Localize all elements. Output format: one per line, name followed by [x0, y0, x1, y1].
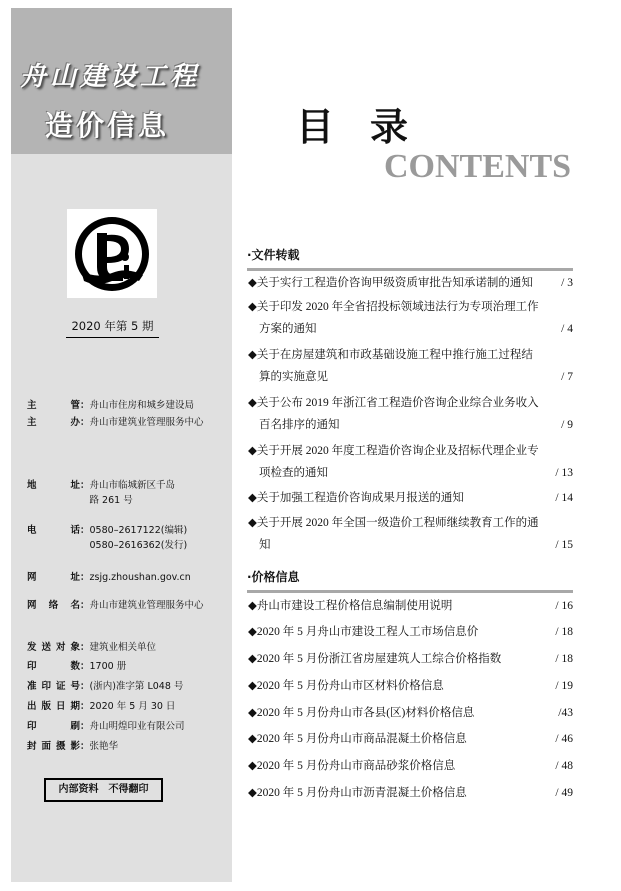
toc-entry-title: ◆2020 年 5 月份舟山市区材料价格信息: [248, 680, 444, 692]
toc-entry[interactable]: [248, 296, 573, 340]
info-value: 建筑业相关单位: [89, 642, 157, 653]
section-heading: ·价格信息: [247, 568, 573, 593]
info-row: 电话：0580–2617122(编辑) 0580–2616362(发行): [27, 525, 188, 551]
toc-entry[interactable]: [248, 440, 573, 484]
toc-entry[interactable]: [248, 702, 573, 724]
info-value: (浙内)准字第 L048 号: [89, 681, 184, 692]
info-row: 出版日期：2020 年 5 月 30 日: [27, 701, 176, 712]
toc-page-number: / 18: [555, 653, 573, 665]
issue-number: 2020 年第 5 期: [66, 318, 159, 338]
info-row: 准印证号：(浙内)准字第 L048 号: [27, 681, 184, 692]
toc-entry[interactable]: [248, 648, 573, 670]
toc-entry-title: ◆2020 年 5 月份舟山市沥青混凝土价格信息: [248, 787, 467, 799]
toc-entry-title: ◆关于开展 2020 年全国一级造价工程师继续教育工作的通知: [248, 517, 539, 551]
toc-entry[interactable]: [248, 272, 573, 294]
toc-entry[interactable]: [248, 755, 573, 777]
info-row: 主办：舟山市建筑业管理服务中心: [27, 417, 204, 428]
toc-entry[interactable]: [248, 782, 573, 804]
toc-entry-title: ◆关于实行工程造价咨询甲级资质审批告知承诺制的通知: [248, 277, 533, 289]
info-label: 主管: [27, 400, 80, 411]
page-title: 目录: [296, 104, 445, 149]
page-subtitle: CONTENTS: [384, 148, 572, 185]
info-row: 网络名：舟山市建筑业管理服务中心: [27, 600, 204, 611]
info-value: 张艳华: [89, 741, 119, 752]
toc-page-number: /43: [558, 707, 573, 719]
info-value: 0580–2617122(编辑) 0580–2616362(发行): [89, 525, 188, 551]
section-heading: ·文件转载: [247, 246, 573, 271]
info-label: 发送对象: [27, 642, 80, 653]
toc-entry-title: ◆2020 年 5 月份舟山市各县(区)材料价格信息: [248, 707, 475, 719]
toc-page-number: / 46: [555, 733, 573, 745]
info-label: 主办: [27, 417, 80, 428]
toc-page-number: / 16: [555, 600, 573, 612]
info-value: 2020 年 5 月 30 日: [89, 701, 176, 712]
masthead-subtitle: 造价信息: [45, 109, 170, 142]
toc-page-number: / 14: [555, 492, 573, 504]
info-value: 1700 册: [89, 661, 127, 672]
toc-page-number: / 13: [555, 467, 573, 479]
toc-entry-title: ◆关于印发 2020 年全省招投标领域违法行为专项治理工作方案的通知: [248, 301, 539, 335]
info-value: 舟山市临城新区千岛 路 261 号: [89, 480, 176, 506]
toc-entry-title: ◆关于加强工程造价咨询成果月报送的通知: [248, 492, 464, 504]
info-row: 印数：1700 册: [27, 661, 127, 672]
toc-entry[interactable]: [248, 595, 573, 617]
toc-entry-title: ◆2020 年 5 月份浙江省房屋建筑人工综合价格指数: [248, 653, 502, 665]
toc-entry[interactable]: [248, 675, 573, 697]
info-label: 出版日期: [27, 701, 80, 712]
toc-entry-title: ◆关于开展 2020 年度工程造价咨询企业及招标代理企业专项检查的通知: [248, 445, 539, 479]
info-row: 封面摄影：张艳华: [27, 741, 119, 752]
toc-entry-title: ◆关于公布 2019 年浙江省工程造价咨询企业综合业务收入百名排序的通知: [248, 397, 539, 431]
toc-page-number: / 49: [555, 787, 573, 799]
info-row: 地址：舟山市临城新区千岛 路 261 号: [27, 480, 176, 506]
toc-entry[interactable]: [248, 392, 573, 436]
toc-entry[interactable]: [248, 728, 573, 750]
info-row: 发送对象：建筑业相关单位: [27, 642, 157, 653]
toc-entry[interactable]: [248, 487, 573, 509]
toc-entry-title: ◆2020 年 5 月份舟山市商品混凝土价格信息: [248, 733, 467, 745]
info-value: 舟山市住房和城乡建设局: [89, 400, 195, 411]
toc-entry[interactable]: [248, 344, 573, 388]
info-row: 网址：zsjg.zhoushan.gov.cn: [27, 572, 191, 583]
info-value: 舟山市建筑业管理服务中心: [89, 417, 204, 428]
internal-use-stamp: 内部资料 不得翻印: [44, 778, 163, 802]
info-value: 舟山市建筑业管理服务中心: [89, 600, 204, 611]
toc-page-number: / 15: [555, 539, 573, 551]
info-row: 印刷：舟山明煌印业有限公司: [27, 721, 185, 732]
info-label: 网络名: [27, 600, 80, 611]
info-label: 地址: [27, 480, 80, 491]
toc-page-number: / 4: [561, 323, 573, 335]
info-value: zsjg.zhoushan.gov.cn: [89, 572, 191, 583]
toc-entry[interactable]: [248, 621, 573, 643]
toc-entry-title: ◆关于在房屋建筑和市政基础设施工程中推行施工过程结算的实施意见: [248, 349, 533, 383]
info-label: 准印证号: [27, 681, 80, 692]
publisher-logo: [67, 209, 157, 298]
toc-entry[interactable]: [248, 512, 573, 556]
masthead-title: 舟山建设工程: [20, 62, 201, 92]
toc-entry-title: ◆2020 年 5 月份舟山市商品砂浆价格信息: [248, 760, 456, 772]
toc-page-number: / 19: [555, 680, 573, 692]
info-label: 印数: [27, 661, 80, 672]
info-row: 主管：舟山市住房和城乡建设局: [27, 400, 195, 411]
toc-page-number: / 18: [555, 626, 573, 638]
toc-entry-title: ◆2020 年 5 月舟山市建设工程人工市场信息价: [248, 626, 479, 638]
info-label: 印刷: [27, 721, 80, 732]
info-value: 舟山明煌印业有限公司: [89, 721, 185, 732]
info-label: 封面摄影: [27, 741, 80, 752]
toc-page-number: / 7: [561, 371, 573, 383]
info-label: 电话: [27, 525, 80, 536]
toc-page-number: / 9: [561, 419, 573, 431]
toc-page-number: / 48: [555, 760, 573, 772]
info-label: 网址: [27, 572, 80, 583]
toc-page-number: / 3: [561, 277, 573, 289]
toc-entry-title: ◆舟山市建设工程价格信息编制使用说明: [248, 600, 453, 612]
